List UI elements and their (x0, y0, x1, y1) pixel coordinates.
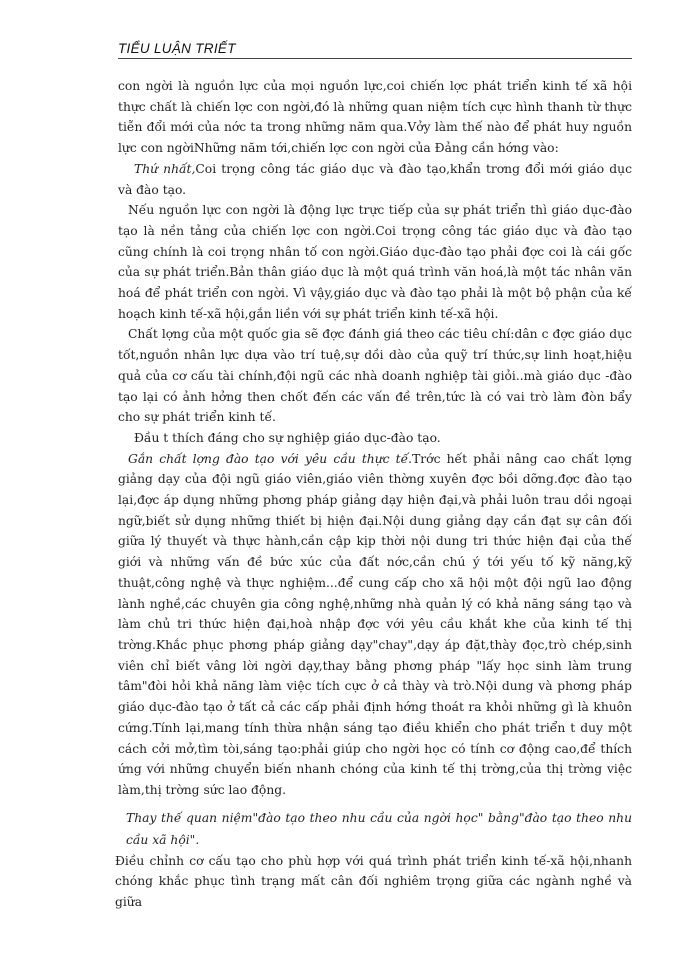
paragraph-6 (118, 449, 632, 801)
paragraph-8: Điều chỉnh cơ cấu tạo cho phù hợp với quá trình phát triển kinh tế-xã hội,nhanh chóng khắc phục tình trạng mất cân đối nghiêm trọng giữa các ngành nghề và giữa (115, 853, 632, 910)
paragraph-6-text: Trớc hết phải nâng cao chất lợng giảng dạy của đội ngũ giáo viên,giáo viên thờng xuyên đợc bồi dỡng.đợc đào tạo lại,đợc áp dụng những phơng pháp giảng dạy hiện đại,và phải luôn trau dồi ngoại ngữ,biết sử dụng những thiết bị hiện đại.Nội dung giảng dạy cần đạt sự cân đối giữa lý thuyết và thực hành,cần cập kịp thời nội dung tri thức hiện đại của thế giới và những vấn đề bức xúc của đất nớc,cần chú ý tới yếu tố kỹ năng,kỹ thuật,công nghệ và thực nghiệm...để cung cấp cho xã hội một đội ngũ lao động lành nghề,các chuyên gia công nghệ,những nhà quản lý có khả năng sáng tạo và làm chủ tri thức hiện đại,hoà nhập đợc với yêu cầu khắt khe của kinh tế thị trờng.Khắc phục phơng pháp giảng dạy"chay",dạy áp đặt,thày đọc,trò chép,sinh viên chỉ biết vâng lời ngời dạy,thay bằng phơng pháp "lấy học sinh làm trung tâm"đòi hỏi khả năng làm việc tích cực ở cả thày và trò.Nội dung và phơng pháp giáo dục-đào tạo ở tất cả các cấp phải định hớng thoát ra khỏi những gì là khuôn cứng.Tính lại,mang tính thừa nhận sáng tạo điều khiển cho phát triển t duy một cách cởi mở,tìm tòi,sáng tạo:phải giúp cho ngời học có tính cơ động cao,để thích ứng với những chuyển biến nhanh chóng của kinh tế thị trờng,của thị trờng việc làm,thị trờng sức lao động. (118, 451, 632, 797)
paragraph-2-text: Coi trọng công tác giáo dục và đào tạo,khẩn trơng đổi mới giáo dục và đào tạo. (118, 161, 632, 197)
paragraph-7: Thay thế quan niệm"đào tạo theo nhu cầu của ngời học" bằng"đào tạo theo nhu cầu xã hội". (126, 810, 632, 847)
page-header (118, 38, 632, 59)
document-body (115, 76, 632, 913)
paragraph-2 (118, 159, 632, 200)
paragraph-2-lead: Thứ nhất, (134, 161, 196, 176)
paragraph-5: Đầu t thích đáng cho sự nghiệp giáo dục-đào tạo. (134, 430, 441, 445)
paragraph-4: Chất lợng của một quốc gia sẽ đợc đánh giá theo các tiêu chí:dân c đợc giáo dục tốt,nguồn nhân lực dựa vào trí tuệ,sự dồi dào của quỹ trí thức,sự linh hoạt,hiệu quả của cơ cấu tài chính,đội ngũ các nhà doanh nghiệp tài giỏi..mà giáo dục -đào tạo lại có ảnh hởng then chốt đến các vấn đề trên,tức là có vai trò làm đòn bẩy cho sự phát triển kinh tế. (118, 327, 632, 425)
paragraph-6-lead: Gắn chất lợng đào tạo với yêu cầu thực tế. (128, 451, 413, 466)
paragraph-3: Nếu nguồn lực con ngời là động lực trực tiếp của sự phát triển thì giáo dục-đào tạo là nền tảng của chiến lợc con ngời.Coi trọng công tác giáo dục và đào tạo cũng chính là coi trọng nhân tố con ngời.Giáo dục-đào tạo phải đợc coi là cái gốc của sự phát triển.Bản thân giáo dục là một quá trình văn hoá,là một tác nhân văn hoá để phát triển con ngời. Vì vậy,giáo dục và đào tạo phải là một bộ phận của kế hoạch kinh tế-xã hội,gắn liền với sự phát triển kinh tế-xã hội. (118, 203, 632, 321)
paragraph-1: con ngời là nguồn lực của mọi nguồn lực,coi chiến lợc phát triển kinh tế xã hội thực chất là chiến lợc con ngời,đó là những quan niệm tích cực hình thanh từ thực tiễn đổi mới của nớc ta trong những năm qua.Vởy làm thế nào để phát huy nguồn lực con ngờiNhững năm tới,chiến lợc con ngời của Đảng cần hớng vào: (118, 79, 632, 156)
header-title: TIỂU LUẬN TRIẾT (118, 41, 236, 56)
